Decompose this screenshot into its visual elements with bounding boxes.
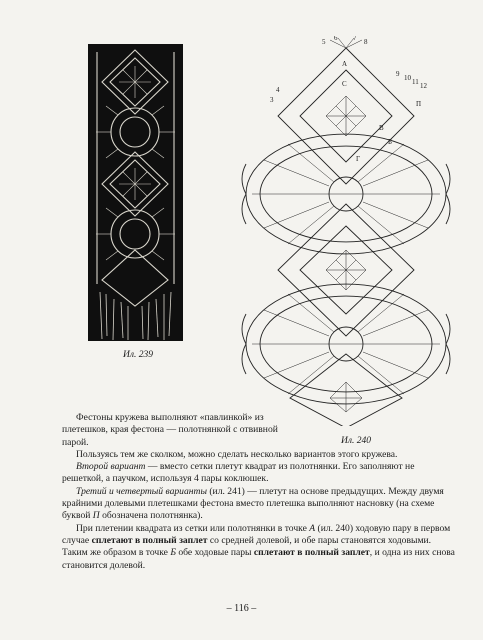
diagram-label-4: 4 bbox=[276, 86, 280, 94]
point-b: Б bbox=[170, 547, 176, 559]
diagram-letter-s: С bbox=[342, 80, 347, 88]
diagram-label-3: 3 bbox=[270, 96, 274, 104]
diagram-label-5: 5 bbox=[322, 38, 326, 46]
diagram-letter-a: А bbox=[342, 60, 348, 68]
diagram-letter-g: Г bbox=[356, 155, 361, 163]
point-a: А bbox=[309, 522, 316, 534]
third-fourth-text: (ил. 241) — плетут на основе предыдущих. Между двумя крайними долевыми плетешками фестона вместо плетешка выполняют насновку (на схеме буквой bbox=[62, 485, 444, 522]
diagram-label-12: 12 bbox=[420, 82, 427, 90]
square-text-d: обе ходовые пары bbox=[175, 547, 254, 559]
letter-p: П bbox=[92, 510, 100, 522]
bold-full-weave-1: сплетают в полный заплет bbox=[91, 534, 208, 546]
diagram-label-10: 10 bbox=[404, 74, 411, 82]
square-text-b: (ил. 240) ходовую пару в первом случае bbox=[62, 522, 451, 546]
lace-diagram bbox=[238, 36, 466, 426]
body-text bbox=[62, 412, 458, 572]
page-number: – 116 – bbox=[226, 603, 257, 614]
figure-240-caption: Ил. 240 bbox=[340, 436, 371, 446]
third-fourth-end: обозначена полотнянка). bbox=[99, 510, 203, 522]
paragraph-variants: Пользуясь тем же сколком, можно сделать несколько вариантов этого кружева. bbox=[76, 448, 398, 460]
diagram-letter-b: Б bbox=[388, 138, 393, 146]
paragraph-second-variant bbox=[62, 461, 458, 486]
paragraph-square bbox=[62, 523, 458, 572]
paragraph-third-fourth-variant bbox=[62, 486, 458, 523]
diagram-label-7: 7 bbox=[353, 36, 357, 42]
diagram-letter-v: В bbox=[379, 124, 384, 132]
diagram-letter-p: П bbox=[416, 100, 422, 108]
square-text-a: При плетении квадрата из сетки или полотнянки в точке bbox=[76, 522, 310, 534]
bold-full-weave-2: сплетают в полный заплет bbox=[253, 547, 370, 559]
lace-photo bbox=[88, 44, 183, 341]
square-text-c: со средней долевой, и обе пары становятся ходовыми. Таким же образом в точке bbox=[62, 534, 432, 559]
diagram-label-9: 9 bbox=[396, 70, 400, 78]
figure-239-caption: Ил. 239 bbox=[122, 350, 153, 360]
paragraph-festoons: Фестоны кружева выполняют «павлинкой» из плетешков, края фестона — полотнянкой с отвивной парой. bbox=[62, 412, 278, 448]
diagram-label-11: 11 bbox=[412, 78, 419, 86]
square-text-e: , и одна из них снова становится долевой. bbox=[62, 547, 455, 571]
second-variant-lead: Второй вариант bbox=[76, 461, 146, 473]
third-fourth-lead: Третий и четвертый варианты bbox=[76, 485, 207, 497]
diagram-label-6: 6 bbox=[334, 36, 338, 42]
diagram-label-8: 8 bbox=[364, 38, 368, 46]
second-variant-text: — вместо сетки плетут квадрат из полотнянки. Его заполняют не решеткой, а паучком, используя 4 пары коклюшек. bbox=[62, 461, 415, 485]
